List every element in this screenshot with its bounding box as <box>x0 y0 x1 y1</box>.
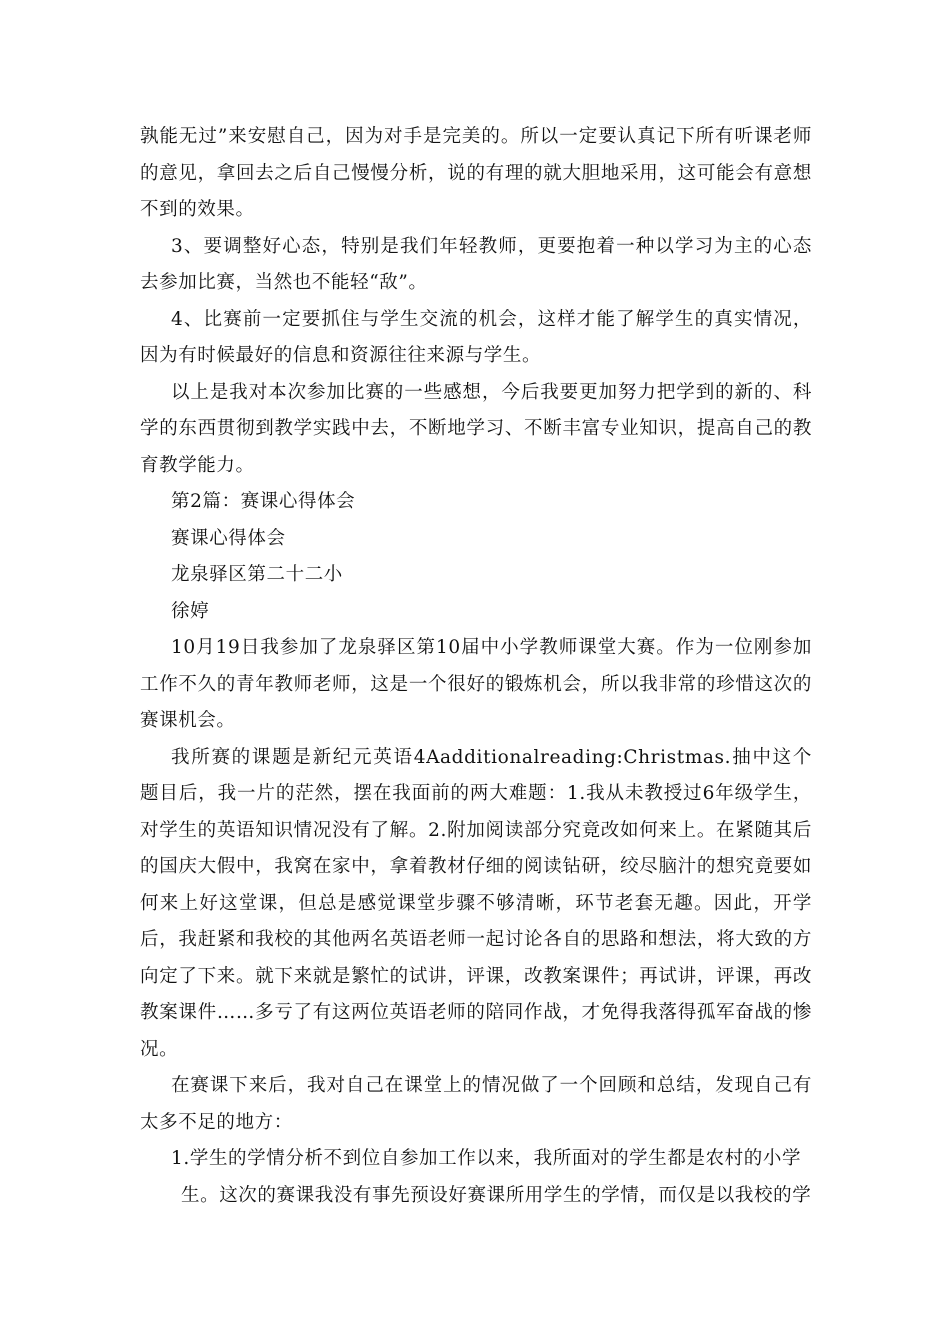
author-school: 龙泉驿区第二十二小 <box>171 564 343 585</box>
list-item <box>140 1141 812 1214</box>
author-name: 徐婷 <box>171 600 210 622</box>
section-heading: 第2篇：赛课心得体会 <box>171 491 356 512</box>
paragraph: 10月19日我参加了龙泉驿区第10届中小学教师课堂大赛。作为一位刚参加工作不久的青年教师老师，这是一个很好的锻炼机会，所以我非常的珍惜这次的赛课机会。 <box>140 637 812 731</box>
article-title: 赛课心得体会 <box>171 527 286 549</box>
paragraph: 以上是我对本次参加比赛的一些感想，今后我要更加努力把学到的新的、科学的东西贯彻到教学实践中去，不断地学习、不断丰富专业知识，提高自己的教育教学能力。 <box>140 381 812 476</box>
paragraph: 在赛课下来后，我对自己在课堂上的情况做了一个回顾和总结，发现自己有太多不足的地方： <box>140 1075 812 1133</box>
paragraph: 我所赛的课题是新纪元英语4Aadditionalreading:Christmas.抽中这个题目后，我一片的茫然，摆在我面前的两大难题：1.我从未教授过6年级学生，对学生的英语知识情况没有了解。2.附加阅读部分究竟改如何来上。在紧随其后的国庆大假中，我窝在家中，拿着教材仔细的阅读钻研，绞尽脑汁的想究竟要如何来上好这堂课，但总是感觉课堂步骤不够清晰，环节老套无趣。因此，开学后，我赶紧和我校的其他两名英语老师一起讨论各自的思路和想法，将大致的方向定了下来。就下来就是繁忙的试讲，评课，改教案课件；再试讲，评课，再改教案课件……多亏了有这两位英语老师的陪同作战，才免得我落得孤军奋战的惨况。 <box>140 746 812 1060</box>
list-item-first-line: 1.学生的学情分析不到位自参加工作以来，我所面对的学生都是农村的小学 <box>171 1148 802 1169</box>
paragraph: 4、比赛前一定要抓住与学生交流的机会，这样才能了解学生的真实情况，因为有时候最好的信息和资源往往来源与学生。 <box>140 308 812 366</box>
paragraph: 3、要调整好心态，特别是我们年轻教师，更要抱着一种以学习为主的心态去参加比赛，当然也不能轻“敌”。 <box>140 235 812 293</box>
list-item-continuation: 生。这次的赛课我没有事先预设好赛课所用学生的学情，而仅是以我校的学 <box>181 1184 812 1206</box>
document-body <box>140 119 812 1214</box>
paragraph: 孰能无过”来安慰自己，因为对手是完美的。所以一定要认真记下所有听课老师的意见，拿回去之后自己慢慢分析，说的有理的就大胆地采用，这可能会有意想不到的效果。 <box>140 126 812 220</box>
